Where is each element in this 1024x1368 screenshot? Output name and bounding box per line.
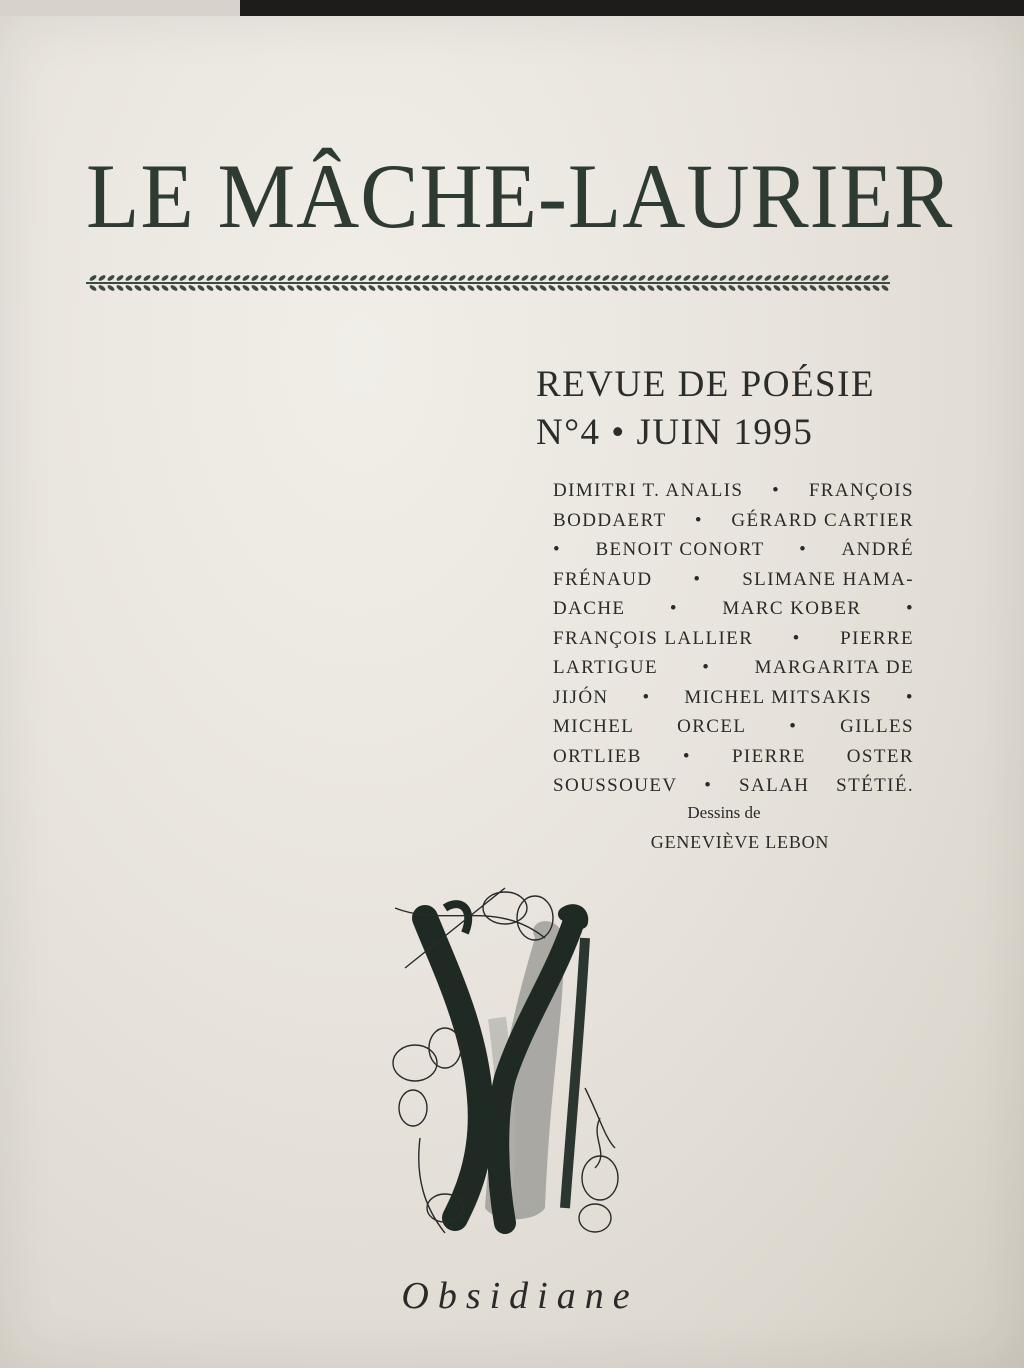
contributor-line	[553, 742, 914, 772]
laurel-leaf	[764, 274, 773, 282]
laurel-leaf	[746, 284, 755, 292]
contributor-name: ORTLIEB	[553, 745, 642, 767]
laurel-leaf	[881, 284, 890, 292]
laurel-leaf	[197, 274, 206, 282]
laurel-leaf	[251, 274, 260, 282]
laurel-leaf	[764, 284, 773, 292]
laurel-leaf	[611, 274, 620, 282]
laurel-leaf	[620, 284, 629, 292]
laurel-leaf	[557, 274, 566, 282]
laurel-leaf	[98, 284, 107, 292]
laurel-leaf	[755, 284, 764, 292]
laurel-leaf	[350, 274, 359, 282]
laurel-leaf	[269, 284, 278, 292]
laurel-leaf	[674, 284, 683, 292]
laurel-leaf	[629, 284, 638, 292]
laurel-leaf	[287, 274, 296, 282]
laurel-leaf	[179, 274, 188, 282]
laurel-leaf	[818, 274, 827, 282]
laurel-leaf	[827, 274, 836, 282]
laurel-leaf	[314, 284, 323, 292]
laurel-leaf	[215, 274, 224, 282]
laurel-leaf	[233, 274, 242, 282]
laurel-leaf	[665, 274, 674, 282]
contributor-name: BODDAERT	[553, 509, 667, 531]
laurel-leaf	[800, 284, 809, 292]
laurel-leaf	[242, 274, 251, 282]
laurel-leaf	[701, 274, 710, 282]
laurel-leaf	[521, 284, 530, 292]
contributor-list	[553, 476, 914, 801]
publisher-name: Obsidiane	[401, 1275, 639, 1317]
laurel-leaf	[611, 284, 620, 292]
laurel-leaf	[404, 274, 413, 282]
laurel-leaf	[395, 284, 404, 292]
laurel-leaf	[359, 284, 368, 292]
laurel-leaf	[233, 284, 242, 292]
drawings-label: Dessins de	[687, 803, 761, 822]
laurel-leaf	[674, 274, 683, 282]
laurel-leaf	[548, 274, 557, 282]
laurel-leaf	[782, 274, 791, 282]
contributor-name: SOUSSOUEV	[553, 775, 678, 796]
laurel-leaf	[872, 274, 881, 282]
laurel-leaf	[593, 284, 602, 292]
laurel-leaf	[647, 284, 656, 292]
laurel-leaf	[638, 284, 647, 292]
contributor-name: MARGARITA DE	[754, 657, 914, 678]
laurel-leaf	[872, 284, 881, 292]
laurel-leaf	[125, 274, 134, 282]
laurel-leaf	[791, 284, 800, 292]
bullet-separator: •	[704, 775, 713, 796]
bullet-separator: •	[553, 539, 562, 560]
laurel-leaf	[566, 284, 575, 292]
laurel-leaf	[206, 274, 215, 282]
laurel-leaf	[584, 284, 593, 292]
contributor-name: MARC KOBER	[722, 598, 862, 619]
laurel-leaf	[188, 284, 197, 292]
laurel-leaf	[125, 284, 134, 292]
laurel-leaf	[350, 284, 359, 292]
laurel-leaf	[422, 274, 431, 282]
artist-name: GENEVIÈVE LEBON	[650, 832, 830, 852]
contributor-name: DIMITRI T. ANALIS	[553, 480, 744, 501]
laurel-leaf	[476, 274, 485, 282]
issue-heading	[536, 361, 875, 457]
laurel-leaf	[170, 274, 179, 282]
laurel-leaf	[467, 284, 476, 292]
laurel-leaf	[701, 284, 710, 292]
laurel-leaf	[728, 274, 737, 282]
laurel-leaf	[494, 274, 503, 282]
laurel-leaf	[440, 274, 449, 282]
laurel-leaf	[503, 274, 512, 282]
laurel-leaf	[863, 284, 872, 292]
contributor-name: STÉTIÉ.	[836, 775, 914, 796]
laurel-leaf	[710, 274, 719, 282]
laurel-leaf	[323, 274, 332, 282]
laurel-leaf	[98, 274, 107, 282]
laurel-leaf	[809, 284, 818, 292]
laurel-leaf	[296, 274, 305, 282]
laurel-leaf	[539, 274, 548, 282]
contributor-name: GILLES	[840, 716, 914, 737]
laurel-leaf	[260, 284, 269, 292]
contributor-name: LARTIGUE	[553, 657, 659, 678]
contributor-name: OSTER	[846, 745, 914, 767]
laurel-leaf	[386, 274, 395, 282]
laurel-leaf	[143, 284, 152, 292]
contributor-name: MICHEL MITSAKIS	[684, 686, 873, 708]
laurel-leaf	[188, 274, 197, 282]
laurel-leaf	[575, 284, 584, 292]
contributor-name: DACHE	[553, 598, 626, 619]
laurel-leaf	[287, 284, 296, 292]
laurel-leaf	[863, 274, 872, 282]
laurel-leaf	[710, 284, 719, 292]
contributor-line	[553, 771, 914, 801]
laurel-leaf	[755, 274, 764, 282]
laurel-leaf	[548, 284, 557, 292]
laurel-leaf	[647, 274, 656, 282]
laurel-leaf	[377, 274, 386, 282]
laurel-leaf	[422, 284, 431, 292]
laurel-leaf	[503, 284, 512, 292]
laurel-leaf	[341, 274, 350, 282]
contributor-name: FRANÇOIS LALLIER	[553, 627, 754, 649]
laurel-leaf	[683, 284, 692, 292]
laurel-leaf	[773, 274, 782, 282]
bullet-separator: •	[905, 686, 914, 708]
laurel-leaf	[521, 274, 530, 282]
bullet-separator: •	[905, 598, 914, 619]
laurel-leaf	[116, 284, 125, 292]
laurel-leaf	[458, 274, 467, 282]
laurel-leaf	[512, 284, 521, 292]
laurel-leaf	[719, 284, 728, 292]
contributor-name: GÉRARD CARTIER	[731, 509, 914, 531]
laurel-leaf	[197, 284, 206, 292]
contributor-name: ORCEL	[677, 716, 747, 737]
laurel-leaf	[251, 284, 260, 292]
contributor-line	[553, 506, 914, 536]
laurel-leaf	[566, 274, 575, 282]
laurel-leaf	[728, 284, 737, 292]
laurel-leaf	[413, 274, 422, 282]
laurel-leaf	[107, 284, 116, 292]
laurel-leaf	[782, 284, 791, 292]
laurel-leaf	[278, 284, 287, 292]
laurel-leaf	[152, 284, 161, 292]
laurel-leaf	[512, 274, 521, 282]
laurel-leaf	[530, 284, 539, 292]
contributor-name: MICHEL	[553, 716, 635, 737]
magazine-cover	[0, 16, 1024, 1368]
laurel-leaf	[476, 284, 485, 292]
laurel-leaf	[602, 274, 611, 282]
contributor-name: SLIMANE HAMA-	[742, 568, 914, 590]
laurel-leaf	[791, 274, 800, 282]
laurel-leaf	[161, 274, 170, 282]
laurel-leaf	[395, 274, 404, 282]
contributor-line	[553, 653, 914, 683]
cover-top-edge	[0, 0, 240, 16]
laurel-leaf	[332, 284, 341, 292]
laurel-leaf	[215, 284, 224, 292]
contributor-line	[553, 594, 914, 624]
laurel-leaf	[809, 274, 818, 282]
laurel-leaf	[620, 274, 629, 282]
laurel-leaf	[800, 274, 809, 282]
laurel-leaf	[602, 284, 611, 292]
laurel-leaf	[278, 274, 287, 282]
laurel-leaf	[449, 274, 458, 282]
laurel-leaf	[737, 274, 746, 282]
contributor-name: PIERRE	[731, 745, 806, 767]
cover-title: LE MÂCHE-LAURIER	[86, 145, 954, 247]
bullet-separator: •	[789, 716, 798, 737]
laurel-leaf	[440, 284, 449, 292]
bullet-separator: •	[792, 627, 801, 649]
contributor-line	[553, 476, 914, 506]
bullet-separator: •	[693, 568, 702, 590]
laurel-leaf	[557, 284, 566, 292]
contributor-line	[553, 535, 914, 565]
laurel-leaf	[179, 284, 188, 292]
laurel-leaf	[431, 284, 440, 292]
contributor-line	[553, 565, 914, 595]
bullet-separator: •	[682, 745, 691, 767]
laurel-leaf	[584, 274, 593, 282]
laurel-leaf	[881, 274, 890, 282]
laurel-leaf	[269, 274, 278, 282]
contributor-name: BENOIT CONORT	[595, 539, 765, 560]
laurel-leaf	[737, 284, 746, 292]
laurel-leaf	[107, 274, 116, 282]
laurel-leaf	[224, 284, 233, 292]
laurel-leaf	[485, 274, 494, 282]
laurel-leaf	[485, 284, 494, 292]
laurel-leaf	[341, 284, 350, 292]
laurel-leaf	[656, 274, 665, 282]
laurel-leaf	[845, 274, 854, 282]
laurel-leaf	[638, 274, 647, 282]
laurel-leaf	[314, 274, 323, 282]
contributor-line	[553, 624, 914, 654]
laurel-leaf	[827, 284, 836, 292]
laurel-leaf	[134, 284, 143, 292]
laurel-leaf	[539, 284, 548, 292]
laurel-leaf	[332, 274, 341, 282]
laurel-leaf	[305, 274, 314, 282]
laurel-leaf	[629, 274, 638, 282]
review-type: REVUE DE POÉSIE	[536, 364, 876, 405]
laurel-leaf	[242, 284, 251, 292]
laurel-leaf	[656, 284, 665, 292]
laurel-leaf	[296, 284, 305, 292]
contributor-line	[553, 683, 914, 713]
contributor-name: JIJÓN	[553, 686, 609, 708]
bullet-separator: •	[702, 657, 711, 678]
issue-number-date: N°4 • JUIN 1995	[536, 412, 814, 453]
laurel-leaf	[404, 284, 413, 292]
laurel-leaf	[368, 274, 377, 282]
laurel-leaf	[206, 284, 215, 292]
laurel-leaf	[854, 284, 863, 292]
laurel-leaf	[683, 274, 692, 282]
drawings-credit	[630, 802, 850, 854]
bullet-separator: •	[772, 480, 781, 501]
contributor-line	[553, 712, 914, 742]
crossed-strokes-drawing	[385, 878, 625, 1248]
laurel-leaf	[170, 284, 179, 292]
laurel-leaf	[89, 274, 98, 282]
bullet-separator: •	[669, 598, 678, 619]
laurel-leaf	[845, 284, 854, 292]
laurel-leaf	[530, 274, 539, 282]
bullet-separator: •	[694, 509, 703, 531]
laurel-leaf	[494, 284, 503, 292]
laurel-leaf	[575, 274, 584, 282]
laurel-leaf	[692, 284, 701, 292]
laurel-leaf	[386, 284, 395, 292]
laurel-leaf	[323, 284, 332, 292]
laurel-leaf	[143, 274, 152, 282]
laurel-leaf	[818, 284, 827, 292]
laurel-leaf	[458, 284, 467, 292]
contributor-name: FRÉNAUD	[553, 568, 653, 590]
laurel-leaf	[836, 274, 845, 282]
laurel-leaf	[161, 284, 170, 292]
laurel-leaf	[431, 274, 440, 282]
laurel-garland-ornament	[82, 268, 894, 298]
laurel-leaf	[449, 284, 458, 292]
bullet-separator: •	[799, 539, 808, 560]
laurel-leaf	[692, 274, 701, 282]
laurel-leaf	[719, 274, 728, 282]
laurel-leaf	[836, 284, 845, 292]
laurel-leaf	[305, 284, 314, 292]
contributor-name: FRANÇOIS	[808, 480, 914, 501]
laurel-leaf	[260, 274, 269, 282]
contributor-name: SALAH	[739, 775, 810, 796]
laurel-leaf	[89, 284, 98, 292]
laurel-leaf	[368, 284, 377, 292]
laurel-leaf	[413, 284, 422, 292]
laurel-leaf	[593, 274, 602, 282]
laurel-leaf	[134, 274, 143, 282]
contributor-name: PIERRE	[840, 627, 914, 649]
laurel-leaf	[152, 274, 161, 282]
laurel-leaf	[377, 284, 386, 292]
laurel-leaf	[665, 284, 674, 292]
laurel-leaf	[773, 284, 782, 292]
laurel-leaf	[854, 274, 863, 282]
bullet-separator: •	[642, 686, 651, 708]
laurel-leaf	[116, 274, 125, 282]
laurel-leaf	[224, 274, 233, 282]
laurel-leaf	[467, 274, 476, 282]
contributor-name: ANDRÉ	[841, 539, 914, 560]
laurel-leaf	[746, 274, 755, 282]
laurel-leaf	[359, 274, 368, 282]
